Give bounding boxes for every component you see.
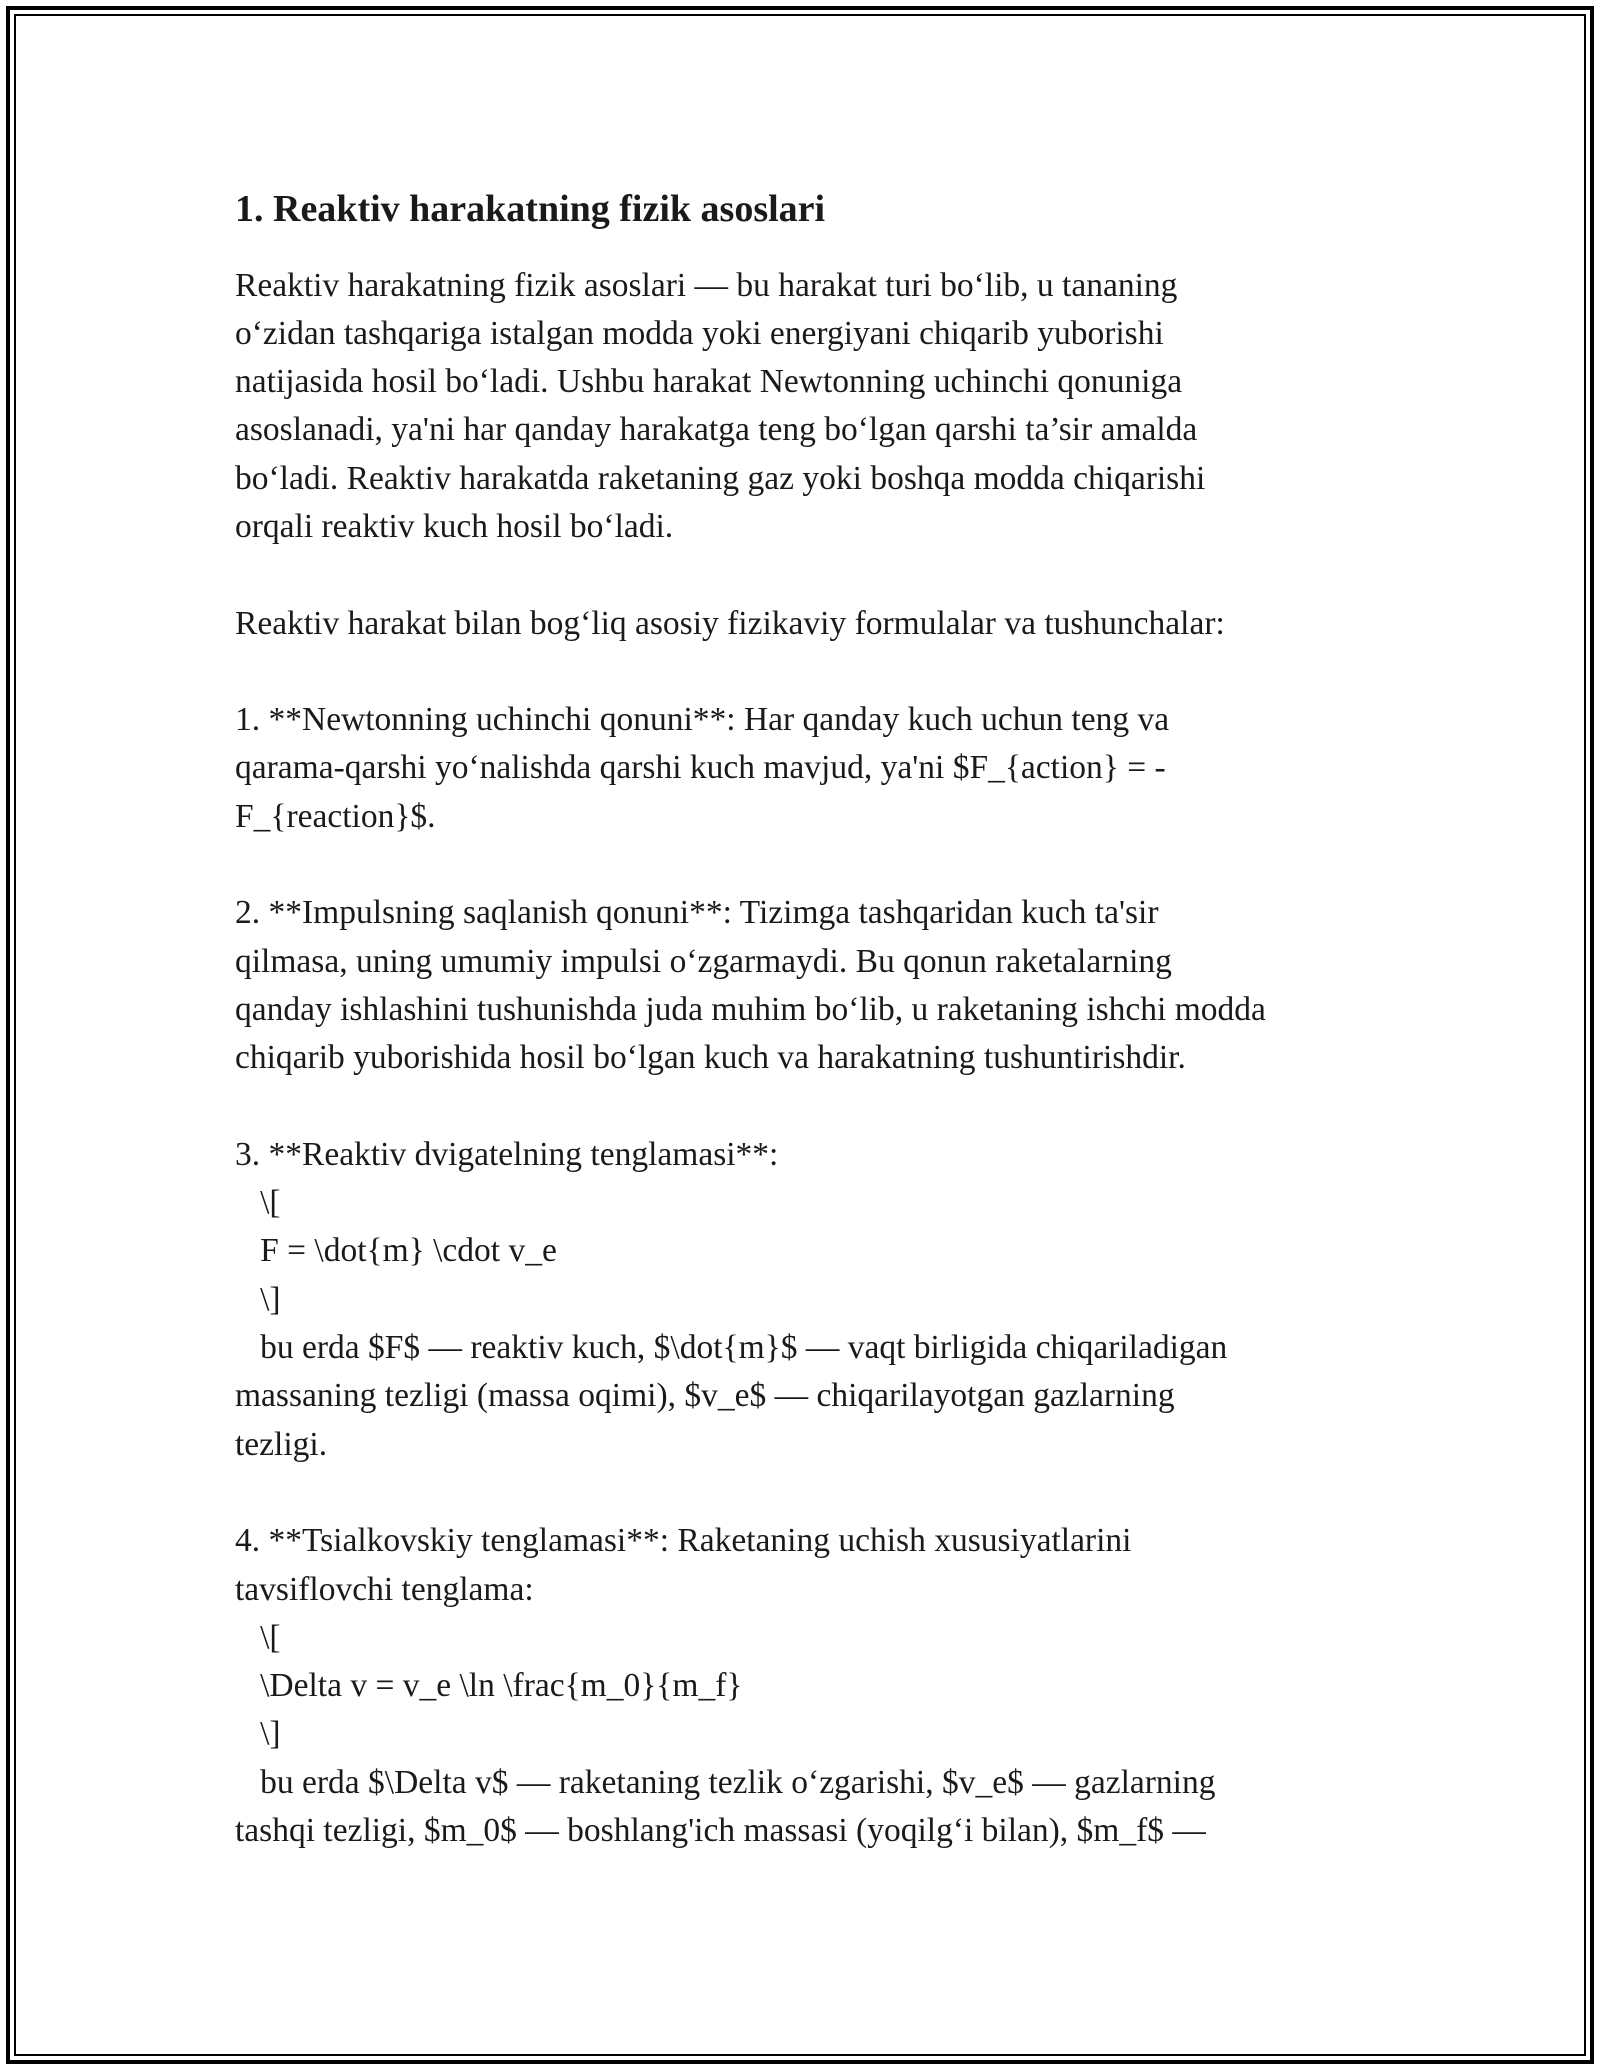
- document-content: [235, 186, 1380, 1855]
- section-title: 1. Reaktiv harakatning fizik asoslari: [235, 188, 826, 230]
- body-text: Reaktiv harakatning fizik asoslari — bu harakat turi bo‘lib, u tananing o‘zidan tashqariga istalgan modda yoki energiyani chiqarib yuborishi natijasida hosil bo‘ladi. Ushbu harakat Newtonning uchinchi qonuniga asoslanadi, ya'ni har qanday harakatga teng bo‘lgan qarshi ta’sir amalda bo‘ladi. Reaktiv harakatda raketaning gaz yoki boshqa modda chiqarishi orqali reaktiv kuch hosil bo‘ladi. Reaktiv harakat bilan bog‘liq asosiy fizikaviy formulalar va tushunchalar: 1. **Newtonning uchinchi qonuni**: Har qanday kuch uchun teng va qarama-qarshi yo‘nalishda qarshi kuch mavjud, ya'ni $F_{action} = - F_{reaction}$. 2. **Impulsning saqlanish qonuni**: Tizimga tashqaridan kuch ta'sir qilmasa, uning umumiy impulsi o‘zgarmaydi. Bu qonun raketalarning qanday ishlashini tushunishda juda muhim bo‘lib, u raketaning ishchi modda chiqarib yuborishida hosil bo‘lgan kuch va harakatning tushuntirishdir. 3. **Reaktiv dvigatelning tenglamasi**: \[ F = \dot{m} \cdot v_e \] bu erda $F$ — reaktiv kuch, $\dot{m}$ — vaqt birligida chiqariladigan massaning tezligi (massa oqimi), $v_e$ — chiqarilayotgan gazlarning tezligi. 4. **Tsialkovskiy tenglamasi**: Raketaning uchish xususiyatlarini tavsiflovchi tenglama: \[ \Delta v = v_e \ln \frac{m_0}{m_f} \] bu erda $\Delta v$ — raketaning tezlik o‘zgarishi, $v_e$ — gazlarning tashqi tezligi, $m_0$ — boshlang'ich massasi (yoqilg‘i bilan), $m_f$ —: [235, 266, 1266, 1849]
